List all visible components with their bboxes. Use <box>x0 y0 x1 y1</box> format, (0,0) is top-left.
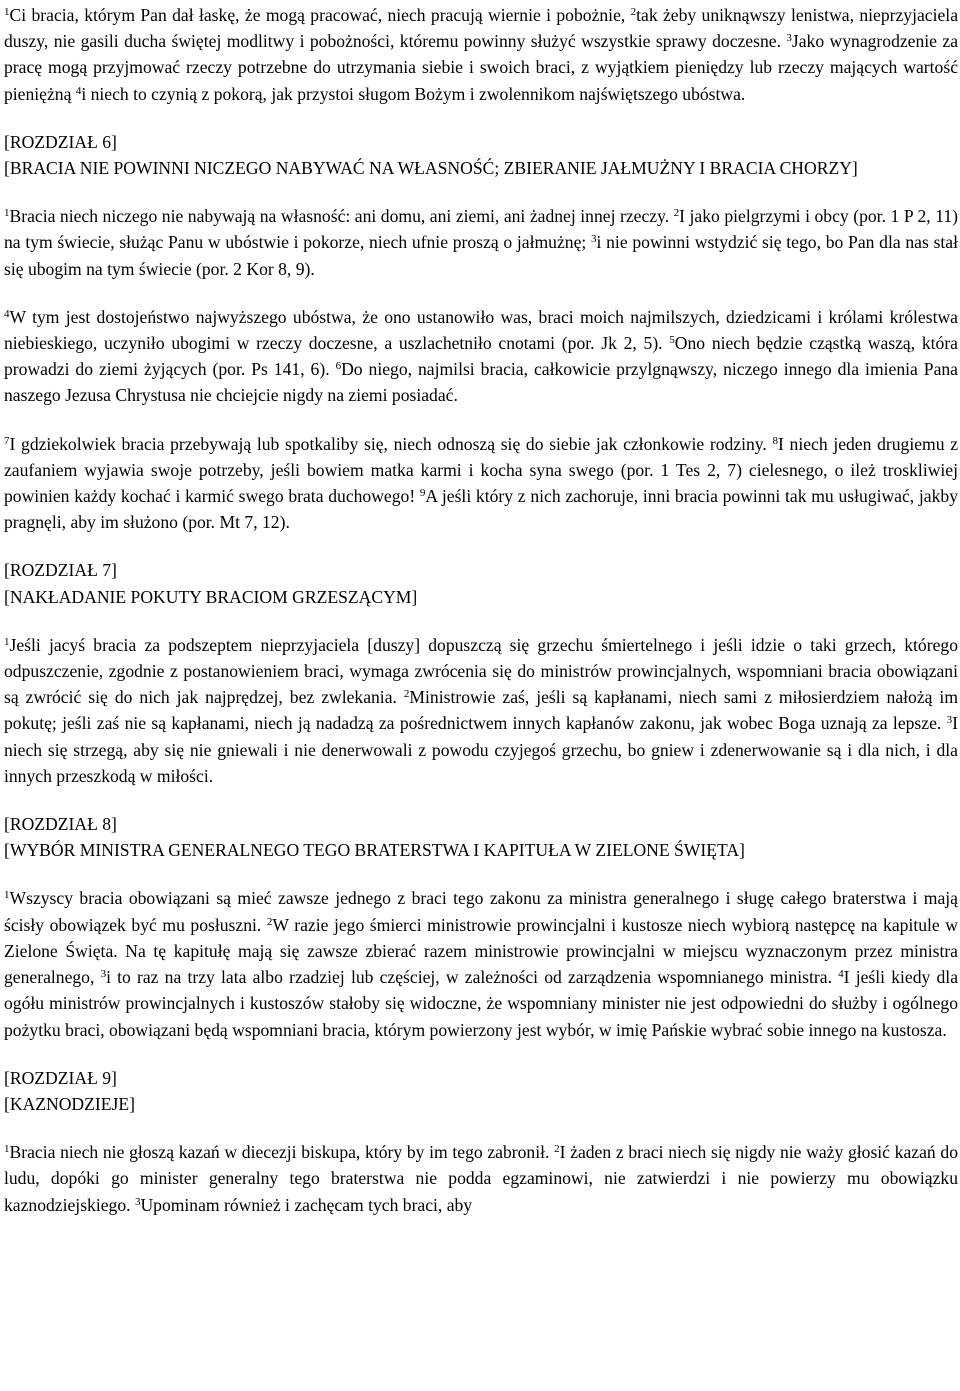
verse-number: 8 <box>772 434 779 447</box>
chapter-heading <box>4 129 958 181</box>
verse-text: Bracia niech niczego nie nabywają na własność: ani domu, ani ziemi, ani żadnej innej rzeczy. <box>9 206 674 227</box>
verse-text: Ono niech będzie cząstką waszą, która prowadzi do ziemi żyjących (por. Ps 141, 6). <box>4 333 958 380</box>
verse-number: 1 <box>4 6 10 18</box>
verse-number: 3 <box>591 233 597 246</box>
verse-text: Do niego, najmilsi bracia, całkowicie przylgnąwszy, niczego innego dla imienia Pana naszego Jezusa Chrystusa nie chciejcie nigdy na ziemi posiadać. <box>4 359 958 406</box>
verse-text: Jako wynagrodzenie za pracę mogą przyjmować rzeczy potrzebne do utrzymania siebie i swoich braci, z wyjątkiem pieniędzy lub rzeczy mających wartość pieniężną <box>4 31 958 104</box>
verse-number: 6 <box>335 360 342 373</box>
chapter-title: [KAZNODZIEJE] <box>4 1093 135 1114</box>
chapter-heading <box>4 557 958 609</box>
verse-text: I jeśli kiedy dla ogółu ministrów prowincjalnych i kustoszów stałoby się widoczne, że wspomniany minister nie jest odpowiedni do służby i ogólnego pożytku braci, obowiązani będą wspomniani bracia, którym powierzony jest wybór, w imię Pańskie wybrać sobie innego na kustosza. <box>4 967 959 1040</box>
verse-text: I gdziekolwiek bracia przebywają lub spotkaliby się, niech odnoszą się do siebie jak członkowie rodziny. <box>9 433 773 454</box>
verse-text: Wszyscy bracia obowiązani są mieć zawsze jednego z braci tego zakonu za ministra generalnego i sługę całego braterstwa i mają ścisły obowiązek być mu posłuszni. <box>4 888 958 935</box>
verse-number: 4 <box>4 307 10 320</box>
verse-number: 4 <box>838 968 844 981</box>
verse-number: 1 <box>4 207 10 220</box>
verse-number: 3 <box>100 968 107 981</box>
verse-number: 7 <box>4 434 10 447</box>
verse-number: 9 <box>419 487 426 500</box>
chapter-heading <box>4 1065 958 1117</box>
chapter-number: [ROZDZIAŁ 6] <box>4 131 117 152</box>
verse-number: 2 <box>630 6 637 18</box>
verse-number: 2 <box>266 915 273 928</box>
verse-text: I jako pielgrzymi i obcy (por. 1 P 2, 11) na tym świecie, służąc Panu w ubóstwie i pokorze, niech ufnie proszą o jałmużnę; <box>4 206 958 253</box>
paragraph <box>4 304 958 409</box>
verse-text: I niech się strzegą, aby się nie gniewali i nie denerwowali z powodu czyjegoś grzechu, bo gniew i zdenerwowanie są i dla nich, i dla innych przeszkodą w miłości. <box>4 713 958 786</box>
chapter-title: [WYBÓR MINISTRA GENERALNEGO TEGO BRATERSTWA I KAPITUŁA W ZIELONE ŚWIĘTA] <box>4 840 745 861</box>
verse-text: Ci bracia, którym Pan dał łaskę, że mogą pracować, niech pracują wiernie i pobożnie, <box>9 5 631 25</box>
verse-text: Jeśli jacyś bracia za podszeptem nieprzyjaciela [duszy] dopuszczą się grzechu śmiertelnego i jeśli idzie o taki grzech, którego odpuszczenie, zgodnie z postanowieniem braci, wymaga zwrócenia się do ministrów prowincjalnych, wspomniani bracia obowiązani są zwrócić się do nich jak najprędzej, bez zwlekania. <box>4 634 958 708</box>
paragraph <box>4 2 958 107</box>
verse-number: 5 <box>669 334 675 347</box>
chapter-number: [ROZDZIAŁ 9] <box>4 1067 117 1088</box>
verse-text: tak żeby uniknąwszy lenistwa, nieprzyjaciela duszy, nie gasili ducha świętej modlitwy i pobożności, któremu powinny służyć wszystkie sprawy doczesne. <box>4 5 958 52</box>
verse-number: 1 <box>4 889 10 902</box>
verse-number: 2 <box>673 207 680 220</box>
paragraph <box>4 431 958 536</box>
paragraph <box>4 203 958 282</box>
verse-text: Ministrowie zaś, jeśli są kapłanami, niech sami z miłosierdziem nałożą im pokutę; jeśli zaś nie są kapłanami, niech ją nadadzą za pośrednictwem innych kapłanów zakonu, jak wobec Boga uznają za lepsze. <box>4 687 959 734</box>
verse-text: i niech to czynią z pokorą, jak przystoi sługom Bożym i zwolennikom najświętszego ubóstwa. <box>81 83 746 104</box>
verse-number: 2 <box>403 688 410 701</box>
chapter-title: [BRACIA NIE POWINNI NICZEGO NABYWAĆ NA WŁASNOŚĆ; ZBIERANIE JAŁMUŻNY I BRACIA CHORZY] <box>4 158 858 179</box>
chapter-number: [ROZDZIAŁ 7] <box>4 560 117 581</box>
verse-number: 1 <box>4 635 10 648</box>
verse-text: Upominam również i zachęcam tych braci, aby <box>140 1194 473 1215</box>
paragraph <box>4 632 958 789</box>
verse-text: I niech jeden drugiemu z zaufaniem wyjawia swoje potrzeby, jeśli bowiem matka karmi i kocha syna swego (por. 1 Tes 2, 7) cielesnego, o ileż troskliwiej powinien każdy kochać i karmić swego brata duchowego! <box>4 433 958 507</box>
verse-text: I żaden z braci niech się nigdy nie waży głosić kazań do ludu, dopóki go minister generalny tego braterstwa nie podda egzaminowi, nie zatwierdzi i nie powierzy mu obowiązku kaznodziejskiego. <box>4 1142 958 1215</box>
verse-number: 1 <box>4 1143 10 1156</box>
verse-number: 3 <box>134 1195 141 1208</box>
verse-number: 3 <box>786 32 792 45</box>
paragraph <box>4 885 958 1042</box>
verse-text: i nie powinni wstydzić się tego, bo Pan dla nas stał się ubogim na tym świecie (por. 2 Kor 8, 9). <box>4 232 958 279</box>
verse-text: W razie jego śmierci ministrowie prowincjalni i kustosze niech wybiorą następcę na kapitule w Zielone Święta. Na tę kapitułę mają się zawsze zbierać razem ministrowie prowincjalni w miejscu wyznaczonym przez ministra generalnego, <box>4 914 958 988</box>
verse-number: 4 <box>75 84 82 97</box>
paragraph <box>4 1139 958 1218</box>
chapter-number: [ROZDZIAŁ 8] <box>4 814 117 835</box>
chapter-heading <box>4 811 958 863</box>
verse-text: Bracia niech nie głoszą kazań w diecezji biskupa, który by im tego zabronił. <box>9 1142 555 1163</box>
verse-text: i to raz na trzy lata albo rzadziej lub częściej, w zależności od zarządzenia wspomnianego ministra. <box>106 967 839 988</box>
verse-text: W tym jest dostojeństwo najwyższego ubóstwa, że ono ustanowiło was, braci moich najmilszych, dziedzicami i królami królestwa niebieskiego, uczyniło ubogimi w rzeczy doczesne, a uszlachetniło cnotami (por. Jk 2, 5). <box>4 306 958 354</box>
verse-number: 3 <box>946 714 953 727</box>
verse-text: A jeśli który z nich zachoruje, inni bracia powinni tak mu usługiwać, jakby pragnęli, aby im służono (por. Mt 7, 12). <box>4 486 958 533</box>
chapter-title: [NAKŁADANIE POKUTY BRACIOM GRZESZĄCYM] <box>4 586 418 607</box>
verse-number: 2 <box>554 1143 560 1156</box>
